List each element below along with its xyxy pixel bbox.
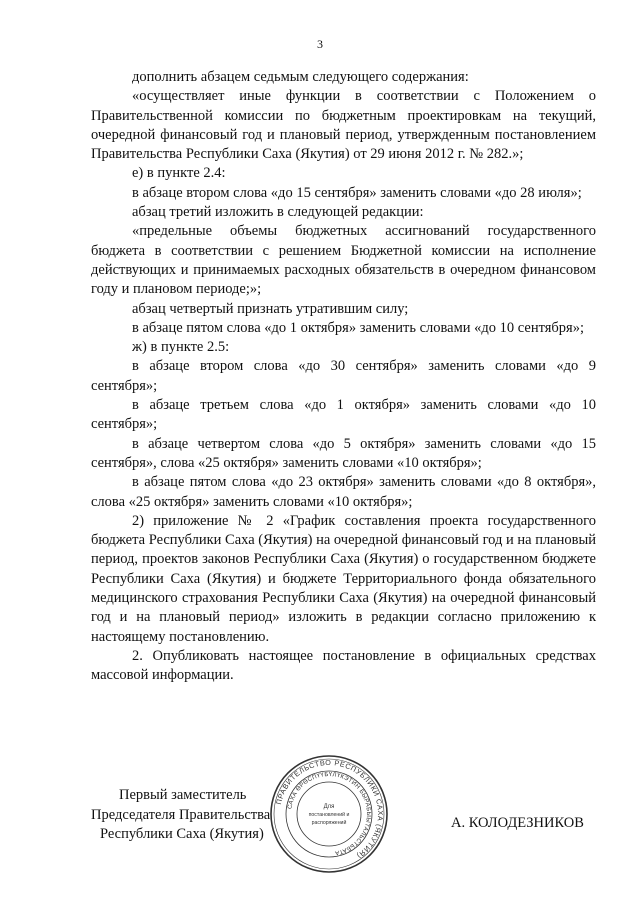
signatory-title-line: Республики Саха (Якутия): [100, 826, 264, 842]
signatory-title-line: Председателя Правительства: [91, 806, 271, 823]
page-number: 3: [317, 37, 323, 51]
paragraph: е) в пункте 2.4:: [132, 165, 226, 182]
signatory-title: [91, 786, 291, 845]
paragraph: в абзаце пятом слова «до 23 октября» заменить словами «до 8 октября», слова «25 октября» заменить словами «10 октября»;: [91, 474, 596, 510]
paragraph: в абзаце втором слова «до 15 сентября» заменить словами «до 28 июля»;: [132, 184, 582, 201]
signatory-title-line: Первый заместитель: [119, 787, 247, 803]
paragraph: в абзаце втором слова «до 30 сентября» заменить словами «до 9 сентября»;: [91, 358, 596, 394]
paragraph: «предельные объемы бюджетных ассигнований государственного бюджета в соответствии с решением Бюджетной комиссии на исполнение действующих и принимаемых расходных обязательств в очередном финансовом году и плановом периоде;»;: [91, 223, 596, 298]
official-seal: [268, 753, 390, 875]
paragraph: абзац четвертый признать утратившим силу;: [132, 300, 409, 317]
paragraph: ж) в пункте 2.5:: [132, 339, 230, 356]
paragraph: в абзаце третьем слова «до 1 октября» заменить словами «до 10 сентября»;: [91, 397, 596, 433]
paragraph: в абзаце четвертом слова «до 5 октября» заменить словами «до 15 сентября», слова «25 октября» заменить словами «10 октября»;: [91, 435, 596, 471]
seal-center-text: постановлений и: [308, 812, 350, 818]
seal-inner-text: САХА ӨРӨСПҮҮБҮЛҮКЭТИН БЫРАБЫЫТАЛЬСТЬБАТА: [287, 771, 372, 856]
document-body: [91, 68, 596, 686]
paragraph: в абзаце пятом слова «до 1 октября» заменить словами «до 10 сентября»;: [132, 319, 584, 336]
paragraph: абзац третий изложить в следующей редакции:: [132, 204, 424, 221]
paragraph: дополнить абзацем седьмым следующего содержания:: [132, 69, 469, 85]
paragraph: 2) приложение № 2 «График составления проекта государственного бюджета Республики Саха (Якутия) на очередной финансовый год и на плановый период, проектов законов Республики Саха (Якутия) о государственном бюджете Республики Саха (Якутия) и бюджете Территориального фонда обязательного медицинского страхования Республики Саха (Якутия) на очередной финансовый год и на плановый период» изложить в редакции согласно приложению к настоящему постановлению.: [91, 512, 596, 645]
seal-center-text: Для: [323, 804, 335, 810]
seal-outer-text: ПРАВИТЕЛЬСТВО РЕСПУБЛИКИ САХА (ЯКУТИЯ): [273, 757, 386, 861]
signatory-name: А. КОЛОДЕЗНИКОВ: [451, 815, 584, 831]
seal-center-text: распоряжений: [311, 820, 347, 826]
paragraph: 2. Опубликовать настоящее постановление в официальных средствах массовой информации.: [91, 647, 596, 684]
paragraph: «осуществляет иные функции в соответствии с Положением о Правительственной комиссии по бюджетным проектировкам на текущий, очередной финансовый год и плановый период, утвержденным постановлением Правительства Республики Саха (Якутия) от 29 июня 2012 г. № 282.»;: [91, 88, 596, 163]
